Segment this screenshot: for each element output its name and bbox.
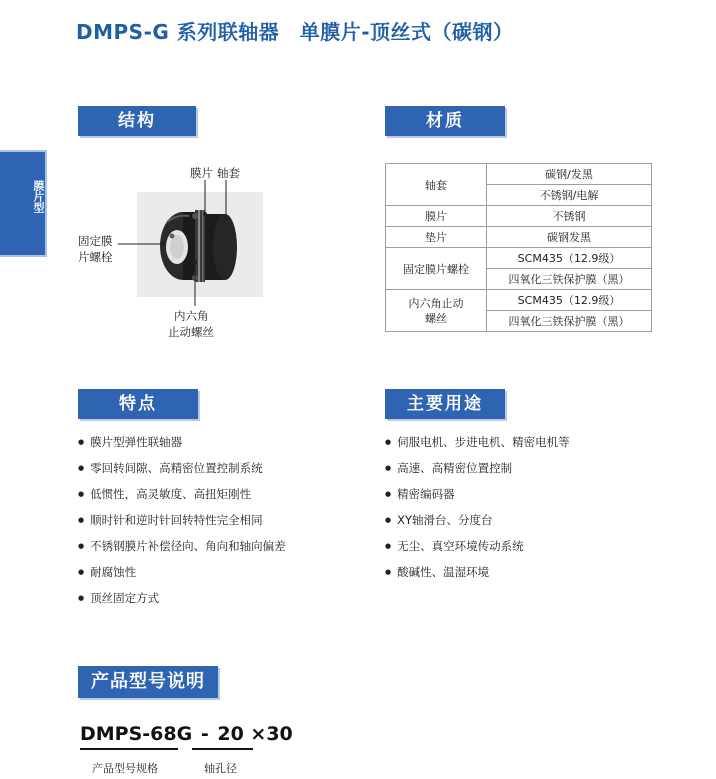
list-item: ● 耐腐蚀性 xyxy=(78,559,286,585)
table-cell-part xyxy=(386,290,487,332)
section-material-label: 材质 xyxy=(385,106,505,136)
model-designation xyxy=(80,723,293,745)
list-item: ● 伺服电机、步进电机、精密电机等 xyxy=(385,429,570,455)
callout-hex-bolt-line1: 内六角 xyxy=(174,309,209,323)
list-item: ● 高速、高精密位置控制 xyxy=(385,455,570,481)
section-features-label: 特点 xyxy=(78,389,198,419)
callout-sleeve: 轴套 xyxy=(217,166,240,180)
callout-fix-bolt-line1: 固定膜 xyxy=(78,234,113,248)
table-cell-material: 碳钢发黑 xyxy=(487,227,652,248)
material-table xyxy=(385,163,652,332)
callout-hex-bolt-line2: 止动螺丝 xyxy=(168,325,214,339)
model-code: DMPS-68G xyxy=(80,723,193,745)
list-item: ● 无尘、真空环境传动系统 xyxy=(385,533,570,559)
list-item: ● 膜片型弹性联轴器 xyxy=(78,429,286,455)
list-item: ● 顺时针和逆时针回转特性完全相同 xyxy=(78,507,286,533)
table-cell-part-line1: 内六角止动 xyxy=(408,296,464,310)
model-bore-underline xyxy=(192,748,253,750)
list-item: ● XY轴滑台、分度台 xyxy=(385,507,570,533)
model-code-underline xyxy=(80,748,178,750)
table-cell-material: 不锈钢 xyxy=(487,206,652,227)
list-item: ● 不锈钢膜片补偿径向、角向和轴向偏差 xyxy=(78,533,286,559)
list-item: ● 低惯性，高灵敏度、高扭矩刚性 xyxy=(78,481,286,507)
table-row xyxy=(386,227,652,248)
page-title: DMPS-G 系列联轴器 单膜片-顶丝式（碳钢） xyxy=(76,20,514,44)
list-item: ● 零回转间隙、高精密位置控制系统 xyxy=(78,455,286,481)
side-tab-diaphragm[interactable] xyxy=(0,150,47,257)
table-cell-part: 轴套 xyxy=(386,164,487,206)
table-row xyxy=(386,290,652,311)
model-bore: 20 ×30 xyxy=(217,723,293,745)
model-code-caption: 产品型号规格 xyxy=(92,762,158,775)
table-cell-material: 四氧化三铁保护膜（黑） xyxy=(487,269,652,290)
table-cell-material: 四氧化三铁保护膜（黑） xyxy=(487,311,652,332)
coupling-image-backdrop xyxy=(137,192,263,297)
section-structure-label: 结构 xyxy=(78,106,196,136)
model-dash: - xyxy=(200,723,209,745)
table-cell-material: 不锈钢/电解 xyxy=(487,185,652,206)
table-cell-part-line2: 螺丝 xyxy=(425,311,447,325)
table-cell-part: 垫片 xyxy=(386,227,487,248)
list-item: ● 精密编码器 xyxy=(385,481,570,507)
table-cell-material: SCM435（12.9级） xyxy=(487,290,652,311)
section-model-label: 产品型号说明 xyxy=(78,666,218,698)
list-item: ● 顶丝固定方式 xyxy=(78,585,286,611)
model-bore-caption: 轴孔径 xyxy=(204,762,237,775)
table-row xyxy=(386,164,652,185)
table-cell-material: 碳钢/发黑 xyxy=(487,164,652,185)
list-item: ● 酸碱性、温湿环境 xyxy=(385,559,570,585)
coupling-image xyxy=(137,192,263,297)
table-row xyxy=(386,206,652,227)
table-cell-material: SCM435（12.9级） xyxy=(487,248,652,269)
features-list xyxy=(78,429,286,611)
callout-diaphragm: 膜片 xyxy=(190,166,213,180)
table-row xyxy=(386,248,652,269)
table-cell-part: 膜片 xyxy=(386,206,487,227)
applications-list xyxy=(385,429,570,585)
side-tab-label: 膜片型 xyxy=(32,180,45,213)
section-applications-label: 主要用途 xyxy=(385,389,505,419)
callout-fix-bolt-line2: 片螺栓 xyxy=(78,250,113,264)
table-cell-part: 固定膜片螺栓 xyxy=(386,248,487,290)
